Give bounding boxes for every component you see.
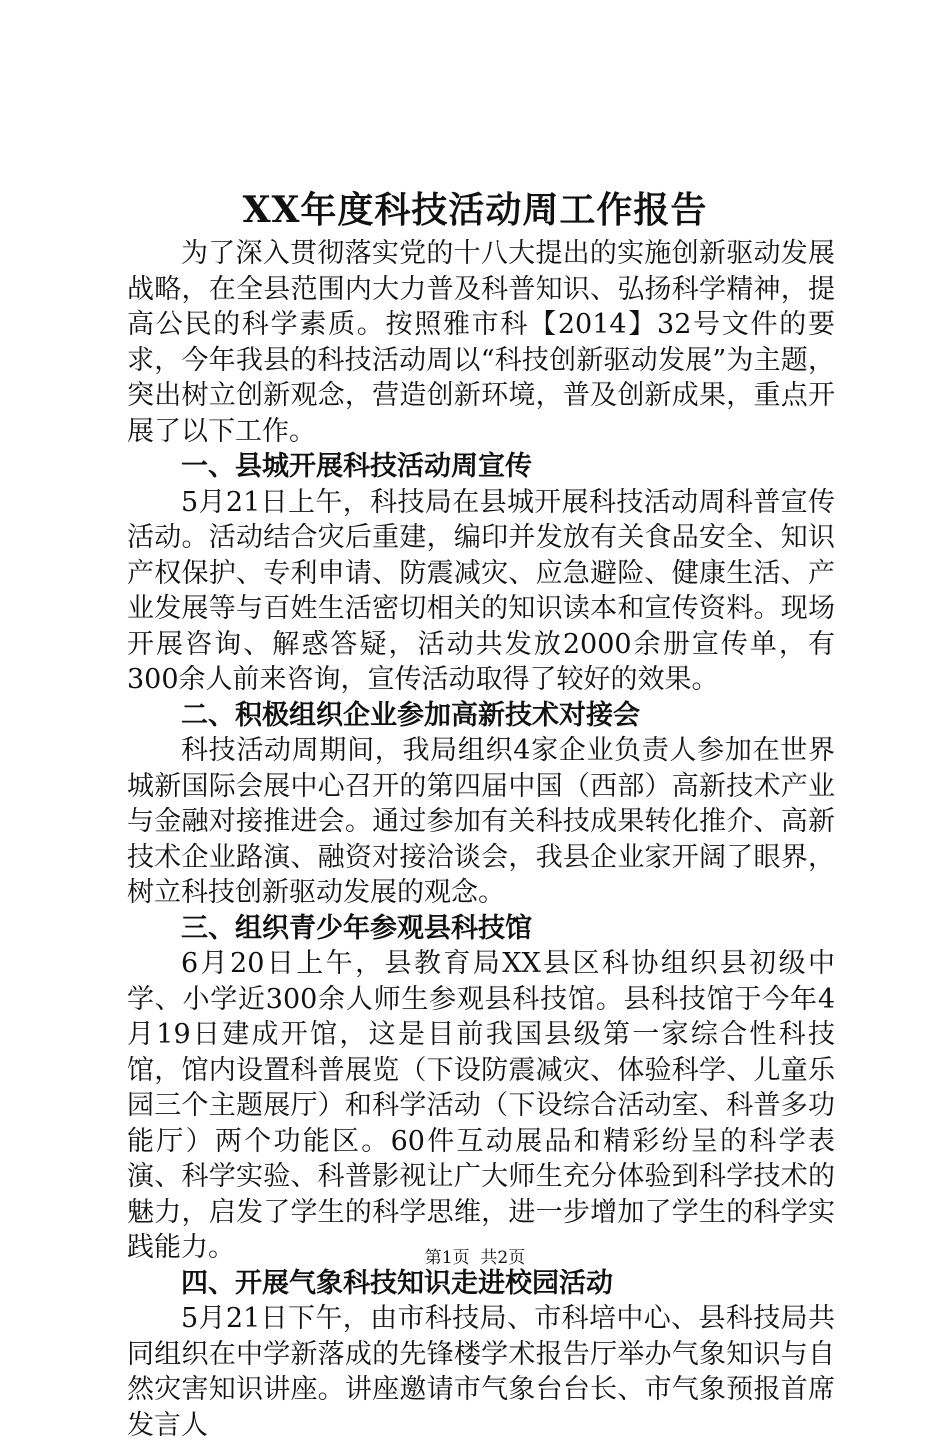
intro-paragraph: 为了深入贯彻落实党的十八大提出的实施创新驱动发展战略，在全县范围内大力普及科普知识、弘扬科学精神，提高公民的科学素质。按照雅市科【2014】32号文件的要求，今年我县的科技活动周以“科技创新驱动发展”为主题，突出树立创新观念，营造创新环境，普及创新成果，重点开展了以下工作。 (127, 238, 835, 447)
section-heading-4: 四、开展气象科技知识走进校园活动 (181, 1267, 613, 1299)
page-total: 共2页 (480, 1248, 526, 1268)
page-footer (0, 1246, 950, 1270)
footer-separator (470, 1248, 481, 1268)
section-heading-2: 二、积极组织企业参加高新技术对接会 (181, 699, 640, 731)
section-paragraph-1: 5月21日上午，科技局在县城开展科技活动周科普宣传活动。活动结合灾后重建，编印并发放有关食品安全、知识产权保护、专利申请、防震减灾、应急避险、健康生活、产业发展等与百姓生活密切相关的知识读本和宣传资料。现场开展咨询、解惑答疑，活动共发放2000余册宣传单，有300余人前来咨询，宣传活动取得了较好的效果。 (127, 486, 835, 695)
document-title: XX年度科技活动周工作报告 (242, 189, 708, 231)
section-paragraph-2: 科技活动周期间，我局组织4家企业负责人参加在世界城新国际会展中心召开的第四届中国（西部）高新技术产业与金融对接推进会。通过参加有关科技成果转化推介、高新技术企业路演、融资对接洽谈会，我县企业家开阔了眼界，树立科技创新驱动发展的观念。 (127, 735, 835, 908)
section-paragraph-3: 6月20日上午，县教育局XX县区科协组织县初级中学、小学近300余人师生参观县科技馆。县科技馆于今年4月19日建成开馆，这是目前我国县级第一家综合性科技馆，馆内设置科普展览（下设防震减灾、体验科学、儿童乐园三个主题展厅）和科学活动（下设综合活动室、科普多功能厅）两个功能区。60件互动展品和精彩纷呈的科学表演、科学实验、科普影视让广大师生充分体验到科学技术的魅力，启发了学生的科学思维，进一步增加了学生的科学实践能力。 (127, 948, 835, 1263)
section-paragraph-4: 5月21日下午，由市科技局、市科培中心、县科技局共同组织在中学新落成的先锋楼学术报告厅举办气象知识与自然灾害知识讲座。讲座邀请市气象台台长、市气象预报首席发言人 (127, 1303, 835, 1441)
section-heading-1: 一、县城开展科技活动周宣传 (181, 451, 532, 482)
section-heading-3: 三、组织青少年参观县科技馆 (181, 912, 532, 944)
page-number: 第1页 (424, 1248, 470, 1268)
